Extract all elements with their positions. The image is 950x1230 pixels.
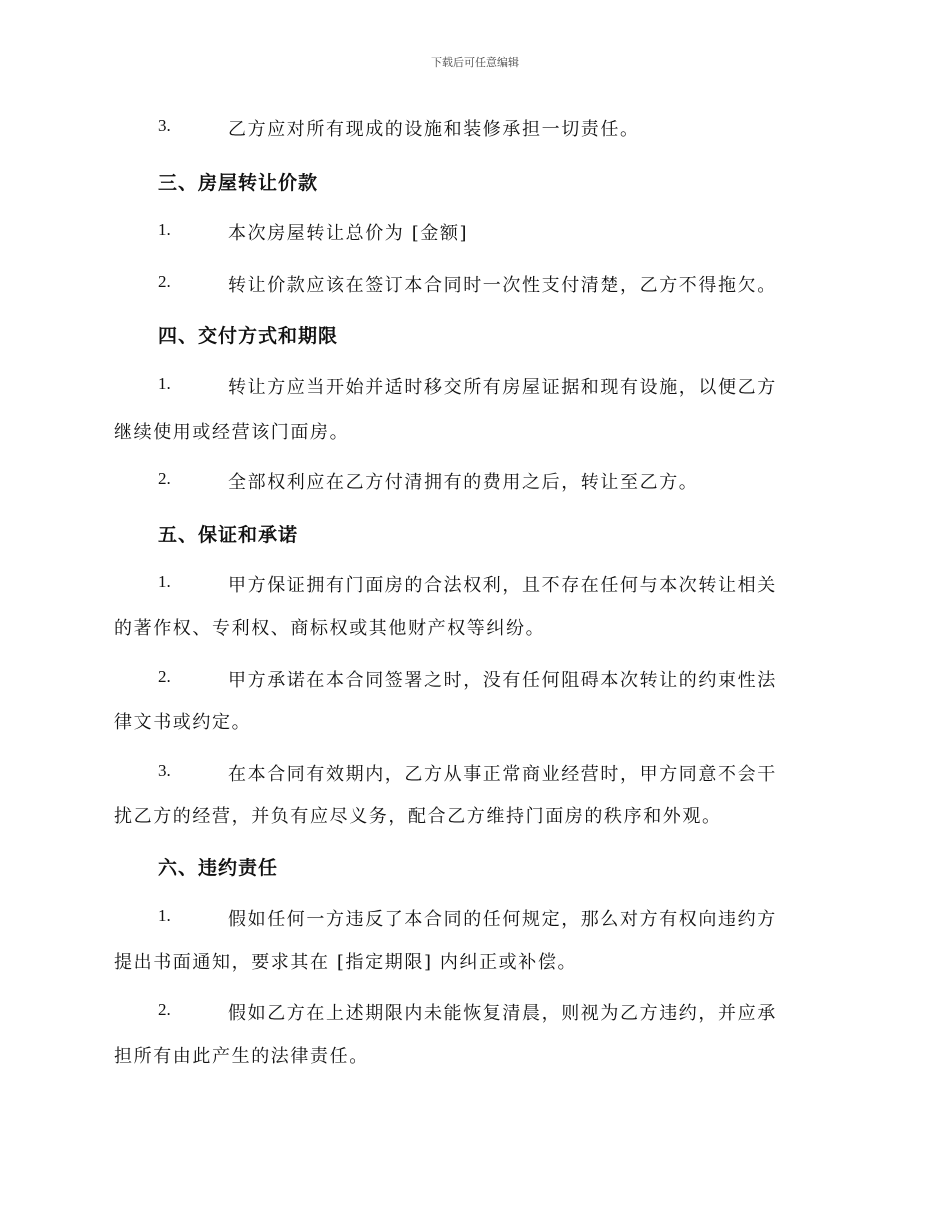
page-header: 下载后可任意编辑 — [431, 56, 519, 69]
clause-text: 的著作权、专利权、商标权或其他财产权等纠纷。 — [114, 618, 546, 639]
clause-number: 1. — [158, 572, 171, 591]
clause-text: 扰乙方的经营，并负有应尽义务，配合乙方维持门面房的秩序和外观。 — [114, 806, 722, 827]
clause-number: 2. — [158, 272, 171, 291]
section-heading: 四、交付方式和期限 — [158, 325, 339, 347]
clause-text: 提出书面通知，要求其在 [指定期限] 内纠正或补偿。 — [114, 952, 578, 973]
clause-text: 在本合同有效期内，乙方从事正常商业经营时，甲方同意不会干 — [228, 764, 777, 785]
clause-text: 律文书或约定。 — [114, 712, 252, 733]
clause-number: 2. — [158, 469, 171, 488]
section-heading: 五、保证和承诺 — [158, 524, 299, 546]
clause-text: 乙方应对所有现成的设施和装修承担一切责任。 — [228, 119, 640, 140]
clause-text: 转让方应当开始并适时移交所有房屋证据和现有设施，以便乙方 — [228, 377, 777, 398]
clause-text: 转让价款应该在签订本合同时一次性支付清楚，乙方不得拖欠。 — [228, 275, 777, 296]
clause-text: 假如乙方在上述期限内未能恢复清晨，则视为乙方违约，并应承 — [228, 1003, 777, 1024]
clause-text: 担所有由此产生的法律责任。 — [114, 1046, 369, 1067]
clause-number: 1. — [158, 374, 171, 393]
clause-text: 假如任何一方违反了本合同的任何规定，那么对方有权向违约方 — [228, 909, 777, 930]
clause-number: 2. — [158, 667, 171, 686]
clause-text: 本次房屋转让总价为 [金额] — [228, 223, 469, 244]
clause-number: 1. — [158, 906, 171, 925]
clause-text: 继续使用或经营该门面房。 — [114, 422, 350, 443]
clause-text: 全部权利应在乙方付清拥有的费用之后，转让至乙方。 — [228, 472, 699, 493]
clause-number: 2. — [158, 1000, 171, 1019]
section-heading: 六、违约责任 — [158, 857, 279, 879]
clause-text: 甲方保证拥有门面房的合法权利，且不存在任何与本次转让相关 — [228, 575, 777, 596]
clause-number: 1. — [158, 220, 171, 239]
clause-text: 甲方承诺在本合同签署之时，没有任何阻碍本次转让的约束性法 — [228, 670, 777, 691]
clause-number: 3. — [158, 761, 171, 780]
section-heading: 三、房屋转让价款 — [158, 172, 319, 194]
clause-number: 3. — [158, 116, 171, 135]
